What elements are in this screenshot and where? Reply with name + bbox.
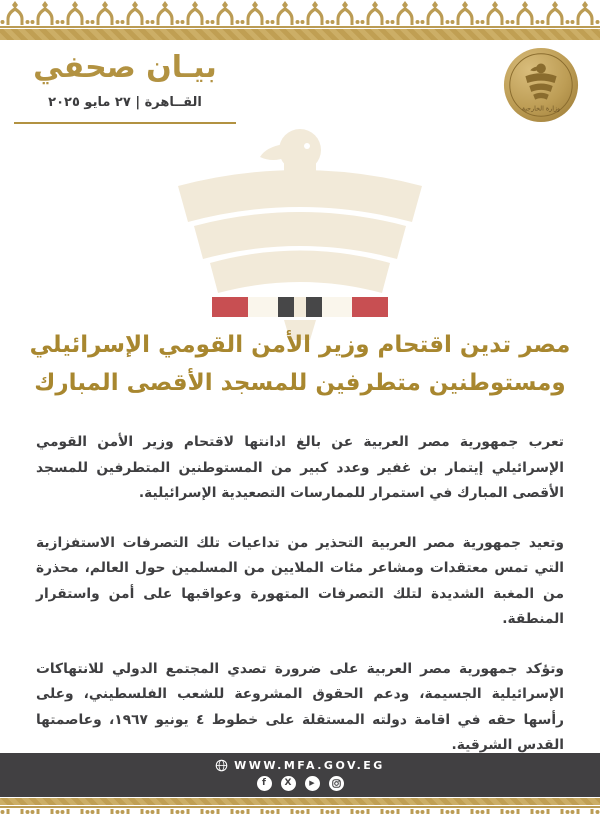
- statement-type-title: بيـان صحفي: [33, 50, 217, 85]
- ministry-seal: [502, 46, 580, 124]
- headline: [0, 326, 600, 402]
- dateline: القــاهرة | ٢٧ مايو ٢٠٢٥: [48, 95, 202, 110]
- website-url[interactable]: WWW.MFA.GOV.EG: [234, 759, 385, 772]
- instagram-icon[interactable]: [329, 776, 344, 791]
- eagle-watermark: [160, 118, 440, 343]
- website-line: [215, 759, 385, 772]
- paragraph-2: وتعيد جمهورية مصر العربية التحذير من تداعيات تلك التصرفات الاستفزازية التي تمس معتقدات ومشاعر مئات الملايين من المسلمين حول العالم، محذرة من المغبة الشديدة لتلك التصرفات المتهورة وعواقبها على أمن واستقرار المنطقة.: [36, 534, 564, 628]
- youtube-icon[interactable]: ▶: [305, 776, 320, 791]
- flag-stripes: [212, 297, 388, 317]
- paragraph-3: وتؤكد جمهورية مصر العربية على ضرورة تصدي المجتمع الدولي للانتهاكات الإسرائيلية الجسيمة، ودعم الحقوق المشروعة للشعب الفلسطيني، وعلى رأسها حقه في اقامة دولته المستقلة على خطوط ٤ يونيو ١٩٦٧، وعاصمتها القدس الشرقية.: [36, 660, 565, 754]
- border-motif-strip-bottom: [0, 806, 600, 814]
- x-icon[interactable]: X: [281, 776, 296, 791]
- seal-text: وزارة الخارجية: [521, 105, 561, 113]
- footer-bar: [0, 753, 600, 797]
- gold-band-top: [0, 28, 600, 41]
- gold-divider: [14, 122, 236, 124]
- headline-line2: ومستوطنين متطرفين للمسجد الأقصى المبارك: [34, 370, 566, 396]
- social-icons-row: [257, 776, 344, 791]
- globe-icon: [215, 759, 228, 772]
- facebook-icon[interactable]: f: [257, 776, 272, 791]
- paragraph-1: تعرب جمهورية مصر العربية عن بالغ ادانتها لاقتحام وزير الأمن القومي الإسرائيلي إيتمار بن غفير وعدد كبير من المستوطنين المتطرفين للمسجد الأقصى المبارك في استمرار للممارسات التصعيدية الإسرائيلية.: [36, 434, 564, 502]
- headline-line1: مصر تدين اقتحام وزير الأمن القومي الإسرائيلي: [29, 332, 571, 358]
- ornamental-border-bottom: [0, 797, 600, 814]
- ornamental-border-top: [0, 0, 600, 41]
- statement-body: [36, 430, 564, 759]
- border-motif-strip: [0, 0, 600, 28]
- header-block: [14, 50, 236, 124]
- gold-band-bottom: [0, 797, 600, 806]
